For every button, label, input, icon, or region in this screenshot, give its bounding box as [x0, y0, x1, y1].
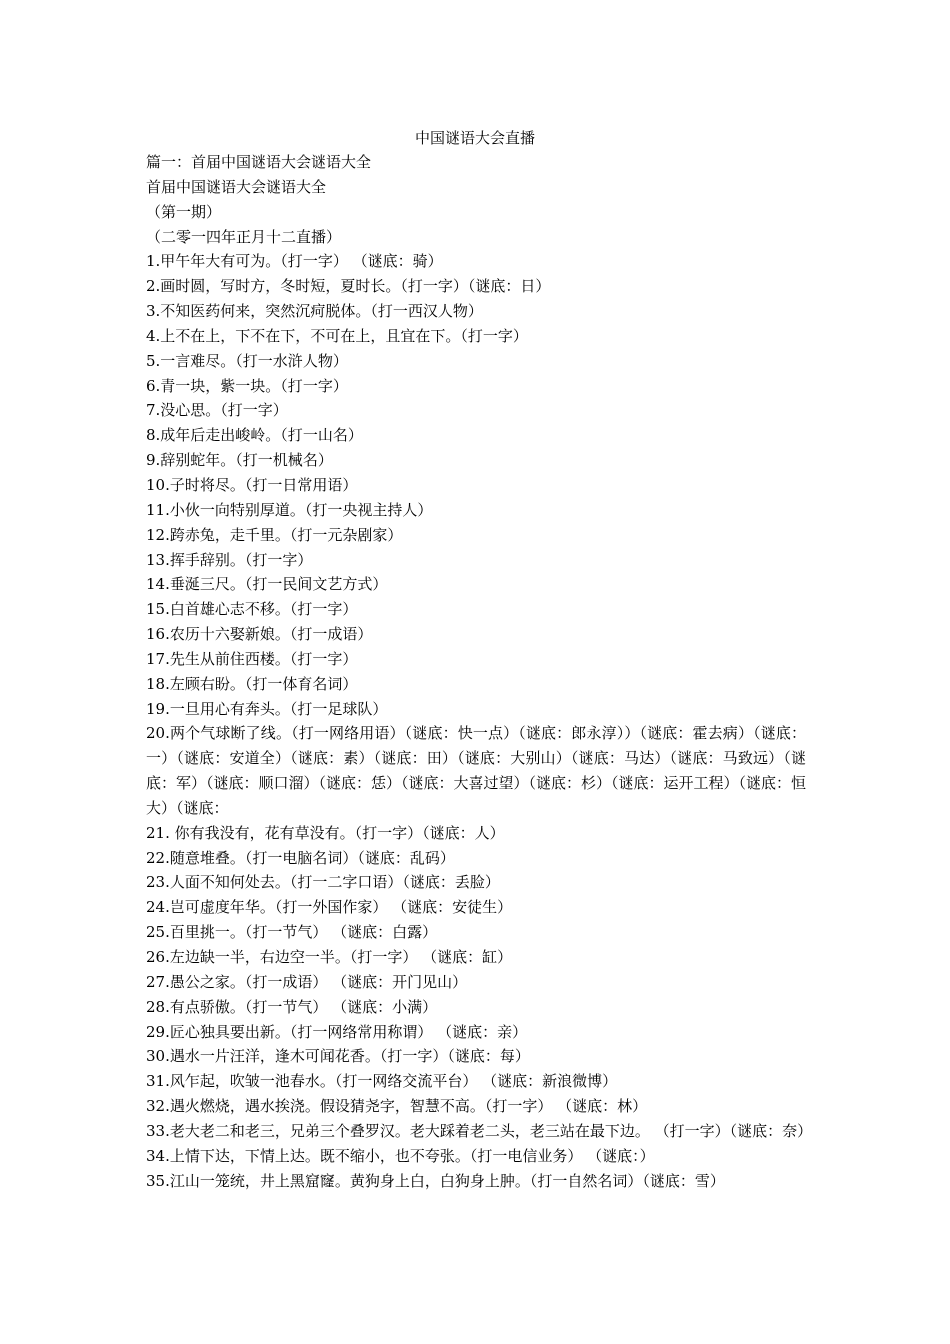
riddle-item: 18.左顾右盼。（打一体育名词） — [146, 674, 358, 693]
riddle-item: 34.上情下达，下情上达。既不缩小，也不夸张。（打一电信业务） （谜底：） — [146, 1146, 655, 1165]
riddle-item: 19.一旦用心有奔头。（打一足球队） — [146, 699, 388, 718]
riddle-item: 16.农历十六娶新娘。（打一成语） — [146, 625, 373, 644]
page-title: 中国谜语大会直播 — [414, 129, 535, 147]
riddle-item: 25.百里挑一。（打一节气） （谜底：白露） — [146, 923, 438, 942]
riddle-item: 24.岂可虚度年华。（打一外国作家） （谜底：安徒生） — [146, 898, 513, 917]
riddle-item: 7.没心思。（打一字） — [146, 401, 288, 420]
riddle-item: 27.愚公之家。（打一成语） （谜底：开门见山） — [146, 972, 468, 991]
riddle-item: 4.上不在上，下不在下，不可在上，且宜在下。（打一字） — [146, 326, 528, 345]
riddle-item: 30.遇水一片汪洋，逢木可闻花香。（打一字）（谜底：每） — [146, 1047, 530, 1066]
riddle-item: 33.老大老二和老三，兄弟三个叠罗汉。老大踩着老二头，老三站在最下边。 （打一字）（谜底：奈） — [146, 1121, 813, 1140]
riddle-item: 10.子时将尽。（打一日常用语） — [146, 475, 358, 494]
riddle-item: 15.白首雄心志不移。（打一字） — [146, 600, 358, 619]
riddle-item: 2.画时圆，写时方，冬时短，夏时长。（打一字）（谜底：日） — [146, 277, 551, 296]
document-body — [146, 150, 813, 1193]
riddle-item: 14.垂涎三尺。（打一民间文艺方式） — [146, 575, 388, 594]
riddle-item: 21. 你有我没有，花有草没有。（打一字）（谜底：人） — [146, 823, 505, 842]
riddle-item: 13.挥手辞别。（打一字） — [146, 550, 313, 569]
riddle-item: 11.小伙一向特别厚道。（打一央视主持人） — [146, 500, 433, 519]
riddle-item: 35.江山一笼统，井上黑窟窿。黄狗身上白，白狗身上肿。（打一自然名词）（谜底：雪） — [146, 1171, 725, 1190]
riddle-item: 8.成年后走出峻岭。（打一山名） — [146, 426, 363, 445]
riddle-item: 32.遇火燃烧，遇水挨浇。假设猜尧字，智慧不高。（打一字） （谜底：林） — [146, 1097, 648, 1116]
section-heading: 篇一：首届中国谜语大会谜语大全 — [146, 153, 372, 171]
riddle-item: 5.一言难尽。（打一水浒人物） — [146, 351, 348, 370]
riddle-item-with-answers: 20.两个气球断了线。（打一网络用语）（谜底：快一点）（谜底：郎永淳））（谜底：霍去病）（谜底：一）（谜底：安道全）（谜底：素）（谜底：田）（谜底：大别山）（谜底：马达）（谜底：马致远）（谜底：军）（谜底：顺口溜）（谜底：恁）（谜底：大喜过望）（谜底：杉）（谜底：运开工程）（谜底：恒大）（谜底： — [146, 724, 807, 817]
riddle-item: 28.有点骄傲。（打一节气） （谜底：小满） — [146, 997, 438, 1016]
riddle-item: 6.青一块，紫一块。（打一字） — [146, 376, 348, 395]
riddle-item: 3.不知医药何来，突然沉疴脱体。（打一西汉人物） — [146, 302, 483, 321]
broadcast-date: （二零一四年正月十二直播） — [146, 227, 342, 246]
issue-label: （第一期） — [146, 202, 222, 221]
riddle-item: 29.匠心独具要出新。（打一网络常用称谓） （谜底：亲） — [146, 1022, 528, 1041]
riddle-item: 1.甲午年大有可为。（打一字） （谜底：骑） — [146, 252, 443, 271]
riddle-item: 26.左边缺一半，右边空一半。（打一字） （谜底：缸） — [146, 948, 513, 966]
riddle-item: 23.人面不知何处去。（打一二字口语）（谜底：丢脸） — [146, 873, 500, 892]
riddle-item: 31.风乍起，吹皱一池春水。（打一网络交流平台） （谜底：新浪微博） — [146, 1072, 618, 1091]
riddle-item: 17.先生从前住西楼。（打一字） — [146, 649, 358, 668]
subtitle: 首届中国谜语大会谜语大全 — [146, 177, 327, 196]
riddle-item: 22.随意堆叠。（打一电脑名词）（谜底：乱码） — [146, 848, 455, 867]
riddle-item: 9.辞别蛇年。（打一机械名） — [146, 451, 333, 470]
riddle-item: 12.跨赤兔，走千里。（打一元杂剧家） — [146, 525, 403, 544]
